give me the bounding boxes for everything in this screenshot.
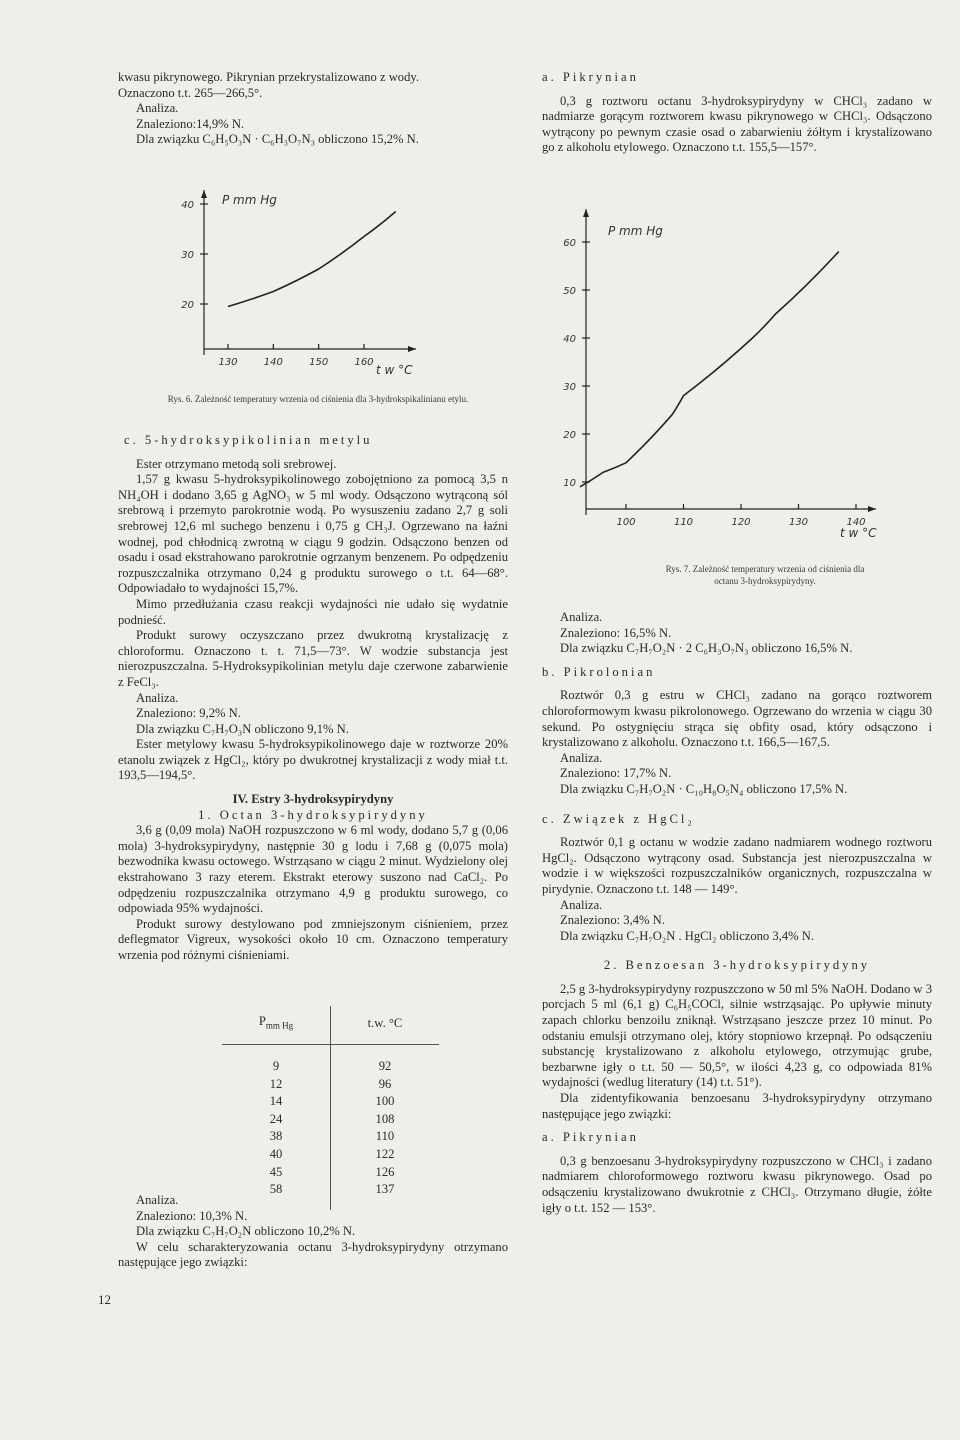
x-tick-label: 160 [354, 357, 374, 368]
x-tick-label: 130 [218, 357, 238, 368]
right-column-body [542, 610, 932, 1216]
text-line: Analiza. [560, 610, 603, 624]
section-b-title: b. Pikrolonian [542, 664, 656, 679]
data-curve [228, 212, 396, 307]
table-cell: 45 [222, 1164, 331, 1182]
section-a-title: a. Pikrynian [542, 70, 639, 84]
y-tick-label: 50 [563, 286, 576, 297]
paragraph: Produkt surowy destylowano pod zmniejszonym ciśnieniem, przez deflegmator Vigreux, wysokości około 10 cm. Oznaczono temperatury wrzenia pod różnymi ciśnieniami. [118, 916, 508, 962]
table-header-temp: t.w. °C [331, 1006, 440, 1045]
figure-6-caption: Rys. 6. Zależność temperatury wrzenia od ciśnienia dla 3-hydrokspikalinianu etylu. [167, 394, 469, 404]
x-tick-label: 130 [788, 517, 809, 528]
text-line: Znaleziono:14,9% N. [136, 116, 245, 131]
y-axis-label: P mm Hg [608, 224, 663, 238]
figure-7-caption: Rys. 7. Zależność temperatury wrzenia od ciśnienia dla octanu 3-hydroksypirydyny. [665, 564, 865, 586]
text-line: Znaleziono: 9,2% N. [136, 706, 241, 721]
y-axis-label: P mm Hg [222, 193, 277, 207]
left-column-top [118, 70, 508, 148]
y-tick-label: 40 [563, 334, 576, 345]
table-cell: 100 [375, 1094, 395, 1109]
paragraph: Roztwór 0,3 g estru w CHCl₃ zadano na gorąco roztworem chloroformowym kwasu pikrolonowego. Ogrzewano do wrzenia w ciągu 30 sekund. Po ostygnięciu strąca się obfity osad, który odsączono i krystalizowano z alkoholu. Oznaczono t.t. 166,5—167,5. [542, 688, 932, 750]
x-axis-arrow [408, 346, 416, 352]
paragraph: Roztwór 0,1 g octanu w wodzie zadano nadmiarem wodnego roztworu HgCl₂. Odsączono wytrącony osad. Substancja jest nierozpuszczalna w wodzie i w większości rozpuszczalników organicznych, rozpuszczalna w pirydynie. Oznaczono t.t. 148 — 149°. [542, 835, 932, 896]
paragraph: 0,3 g roztworu octanu 3-hydroksypirydyny w CHCl₃ zadano w nadmiarze gorącym roztworem kwasu pikrynowego w CHCl₃. Odsączono wytrącony po pewnym czasie osad o zabarwieniu żółtym i krystalizowano go z alkoholu etylowego. Oznaczono t.t. 155,5—157°. [542, 93, 932, 155]
text-line: Analiza. [560, 897, 603, 912]
paragraph: Ester otrzymano metodą soli srebrowej. [136, 456, 337, 471]
text-line: Znaleziono: 10,3% N. [136, 1208, 248, 1223]
text-line: Analiza. [136, 101, 179, 116]
paragraph: Mimo przedłużania czasu reakcji wydajności nie udało się wydatnie podnieść. [118, 596, 508, 627]
y-tick-label: 10 [563, 478, 576, 489]
text-line: Dla związku C₇H₇O₂N . HgCl₂ obliczono 3,4% N. [560, 928, 815, 943]
text-line: Dla związku C₆H₅O₃N · C₆H₃O₇N₃ obliczono 15,2% N. [136, 132, 419, 147]
table-header-pressure [222, 1006, 331, 1045]
text-line: Dla związku C₇H₇O₂N · 2 C₆H₃O₇N₃ obliczono 16,5% N. [560, 641, 853, 656]
y-tick-label: 30 [563, 382, 576, 393]
table-cell: 126 [375, 1164, 395, 1179]
page-number: 12 [98, 1292, 111, 1307]
text-line: Oznaczono t.t. 265—266,5°. [118, 85, 263, 100]
left-column-bottom [118, 1193, 508, 1271]
table-cell: 137 [375, 1182, 395, 1197]
table-cell: 110 [375, 1129, 395, 1144]
paragraph: W celu scharakteryzowania octanu 3-hydroksypirydyny otrzymano następujące jego związki: [118, 1239, 508, 1270]
y-axis-arrow [201, 190, 207, 198]
section-c-hg-title: c. Związek z HgCl₂ [542, 811, 695, 826]
x-tick-label: 140 [263, 357, 283, 368]
figure-7-chart [558, 205, 888, 550]
text-line: Analiza. [136, 1193, 179, 1207]
y-tick-label: 30 [181, 250, 194, 261]
x-tick-label: 140 [846, 517, 866, 528]
y-tick-label: 40 [181, 200, 194, 211]
text-line: Analiza. [136, 690, 179, 705]
x-axis-arrow [868, 506, 876, 512]
table-cell: 24 [222, 1111, 331, 1129]
header-p: P [258, 1014, 266, 1028]
paragraph: 2,5 g 3-hydroksypirydyny rozpuszczono w 50 ml 5% NaOH. Dodano w 3 porcjach 5 ml (6,1 g) C₆H₅COCl, silnie wstrząsając. Po upływie minuty zapach chlorku benzoilu zniknął. Wstrząsano jeszcze przez 10 minut. Po odstaniu emulsji otrzymano olej, który stopniowo krzepnął. Po odsączeniu substancję krystalizowano z alkoholu etylowego, otrzymując grube, bezbarwne igły o t.t. 50 — 50,5°, w ilości 4,23 g, co odpowiada 81% wydajności (wedlug literatury (14) t.t. 51°). [542, 981, 932, 1090]
section-iv-title: IV. Estry 3-hydroksypirydyny [232, 792, 394, 807]
table-cell: 12 [222, 1076, 331, 1094]
table-cell: 14 [222, 1093, 331, 1111]
figure-6-chart [176, 186, 436, 386]
paragraph: Ester metylowy kwasu 5-hydroksypikolinowego daje w roztworze 20% etanolu związek z HgCl₂, który po dwukrotnej krystalizacji z wody miał t.t. 193,5—194,5°. [118, 737, 508, 783]
text-line: Znaleziono: 3,4% N. [560, 913, 665, 928]
section-2-title: 2. Benzoesan 3-hydroksypirydyny [603, 958, 871, 973]
table-cell: 108 [375, 1111, 395, 1126]
text-line: Analiza. [560, 750, 603, 765]
text-line: Dla związku C₇H₇O₂N obliczono 10,2% N. [136, 1224, 356, 1239]
boiling-table [222, 1006, 439, 1210]
header-p-sub: mm Hg [265, 1020, 294, 1031]
section-1-title: 1. Octan 3-hydroksypirydyny [198, 807, 428, 822]
section-c-title: c. 5-hydroksypikolinian metylu [124, 433, 373, 447]
text-line: Znaleziono: 17,7% N. [560, 766, 672, 781]
y-axis-arrow [583, 209, 589, 217]
table-cell: 40 [222, 1146, 331, 1164]
data-curve [580, 252, 839, 487]
y-tick-label: 60 [563, 238, 576, 249]
table-cell: 9 [222, 1045, 331, 1076]
text-line: kwasu pikrynowego. Pikrynian przekrystalizowano z wody. [118, 70, 420, 84]
paragraph: Produkt surowy oczyszczano przez dwukrotną krystalizację z chloroformu. Oznaczono t. t. 71,5—73°. W wodzie substancja jest nierozpuszczalna. 5-Hydroksypikolinian metylu daje czerwone zabarwienie z FeCl₃. [118, 628, 508, 689]
text-line: Dla związku C₇H₇O₂N · C₁₀H₈O₅N₄ obliczono 17,5% N. [560, 781, 848, 796]
right-column-top [542, 70, 932, 156]
x-tick-label: 120 [731, 517, 751, 528]
x-axis-label: t w °C [840, 526, 877, 540]
paragraph: Dla zidentyfikowania benzoesanu 3-hydroksypirydyny otrzymano następujące jego związki: [542, 1091, 932, 1121]
table-cell: 38 [222, 1128, 331, 1146]
x-tick-label: 150 [309, 357, 329, 368]
x-tick-label: 100 [616, 517, 636, 528]
y-tick-label: 20 [181, 300, 194, 311]
table-cell: 92 [378, 1059, 392, 1074]
text-line: Znaleziono: 16,5% N. [560, 625, 672, 640]
y-tick-label: 20 [563, 430, 576, 441]
paragraph: 1,57 g kwasu 5-hydroksypikolinowego zobojętniono za pomocą 3,5 n NH₄OH i dodano 3,65 g AgNO₃ w 5 ml wody. Odsączono wytrąconą sól srebrową i przemyto parokrotnie wodą. Po wysuszeniu zadano 2,7 g soli srebrowej 12,6 ml suchego benzenu i 0,75 g CH₃J. Ogrzewano na łaźni wodnej, pod chłodnicą zwrotną w ciągu 9 godzin. Odsączono benzen od osadu i osad ekstrahowano parokrotnie ogrzanym benzenem. Po odpędzeniu rozpuszczalnika otrzymano 0,24 g produktu surowego o t.t. 64—68°. Odpowiadało to wydajności 15,7%. [118, 472, 508, 596]
table-cell: 58 [222, 1181, 331, 1210]
text-line: Dla związku C₇H₇O₃N obliczono 9,1% N. [136, 721, 349, 736]
x-axis-label: t w °C [376, 363, 413, 377]
section-2a-title: a. Pikrynian [542, 1130, 639, 1145]
table-cell: 122 [375, 1147, 395, 1162]
table-cell: 96 [378, 1076, 392, 1091]
x-tick-label: 110 [673, 517, 694, 528]
paragraph: 0,3 g benzoesanu 3-hydroksypirydyny rozpuszczono w CHCl₃ i zadano nadmiarem chloroformowego roztworu kwasu pikrynowego. Osad po odsączeniu krystalizowano dwukrotnie z CHCl₃. Otrzymano długie, żółte igły o t.t. 152 — 153°. [542, 1153, 932, 1215]
left-column-body [118, 433, 508, 964]
paragraph: 3,6 g (0,09 mola) NaOH rozpuszczono w 6 ml wody, dodano 5,7 g (0,06 mola) 3-hydroksypirydyny, następnie 30 g lodu i 7,68 g (0,075 mola) bezwodnika kwasu octowego. Wstrząsano w ciągu 2 minut. Wydzielony olej ekstrahowano 3 razy eterem. Ekstrakt eterowy suszono nad CaCl₂. Po odpędzeniu rozpuszczalnika otrzymano 4,9 g produktu surowego, co odpowiada 95% wydajności. [118, 823, 508, 916]
